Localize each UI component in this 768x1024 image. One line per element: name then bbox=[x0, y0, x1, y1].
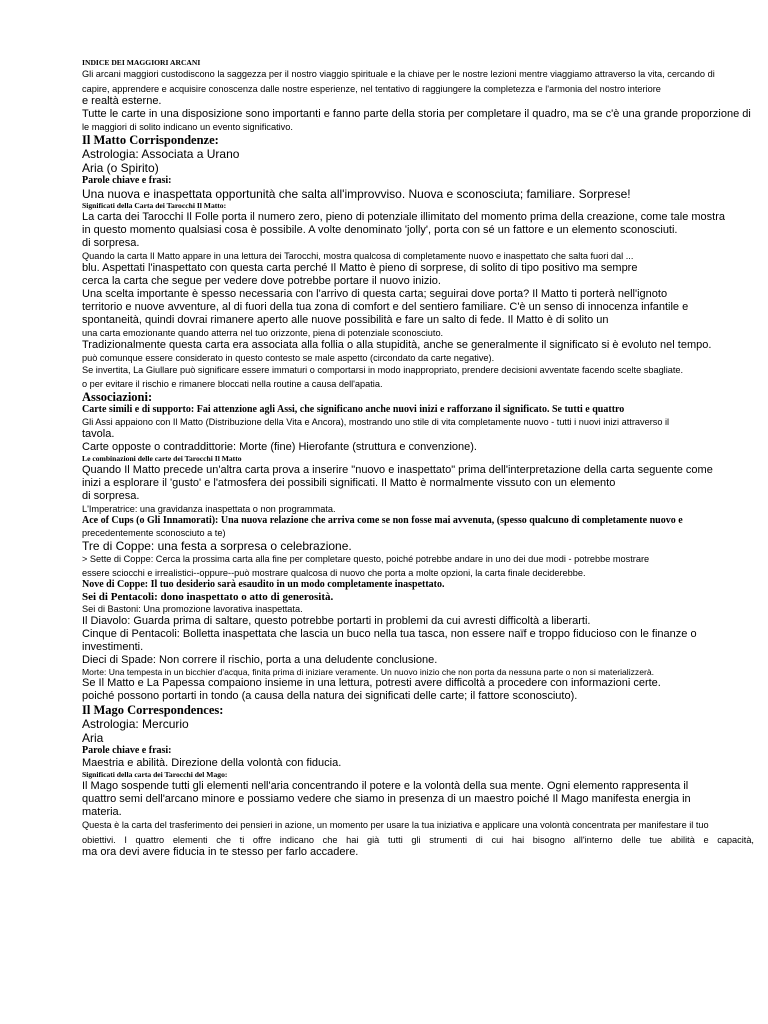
combo-five-pentacles-1: Cinque di Pentacoli: Bolletta inaspettata che lascia un buco nella tua tasca, non essere naïf e troppo fiducioso con le finanze o bbox=[82, 628, 697, 640]
magician-meaning-2: quattro semi dell'arcano minore e possiamo vedere che siamo in presenza di un maestro poiché Il Mago manifesta energia in bbox=[82, 793, 691, 805]
combo-ace-cups: Ace of Cups (o Gli Innamorati): Una nuova relazione che arriva come se non fosse mai avvenuta, (spesso qualcuno di completamente nuovo e bbox=[82, 515, 683, 526]
magician-heading: Il Mago Correspondences: bbox=[82, 703, 224, 717]
magician-meaning-heading: Significati della carta dei Tarocchi del Mago: bbox=[82, 770, 228, 779]
combo-line-3: di sorpresa. bbox=[82, 490, 140, 502]
fool-choice-2: territorio e nuove avventure, al di fuori della tua zona di comfort e del sentiero familiare. C'è un senso di innocenza infantile e bbox=[82, 301, 689, 313]
combo-heading: Le combinazioni delle carte dei Tarocchi Il Matto bbox=[82, 454, 242, 463]
fool-choice-3: spontaneità, quindi dovrai rimanere aperto alle nuove possibilità e fare un salto di fede. Il Matto è di solito un bbox=[82, 314, 609, 326]
fool-reading-1: blu. Aspettati l'inaspettato con questa carta perché Il Matto è pieno di sorprese, di solito di tipo positivo ma sempre bbox=[82, 262, 638, 274]
document-page bbox=[82, 58, 754, 859]
combo-ten-swords: Dieci di Spade: Non correre il rischio, porta a una deludente conclusione. bbox=[82, 654, 438, 666]
combo-six-pentacles: Sei di Pentacoli: dono inaspettato o atto di generosità. bbox=[82, 591, 334, 603]
fool-reading-small: Quando la carta Il Matto appare in una lettura dei Tarocchi, mostra qualcosa di completamente nuovo e inaspettato che salta fuori dal ... bbox=[82, 251, 634, 261]
associations-heading: Associazioni: bbox=[82, 390, 153, 404]
magician-keywords-heading: Parole chiave e frasi: bbox=[82, 745, 172, 756]
fool-reading-2: cerca la carta che segue per vedere dove potrebbe portare il nuovo inizio. bbox=[82, 275, 441, 287]
associations-opposite: Carte opposte o contraddittorie: Morte (fine) Hierofante (struttura e convenzione). bbox=[82, 441, 477, 453]
combo-devil: Il Diavolo: Guarda prima di saltare, questo potrebbe portarti in problemi da cui avresti difficoltà a liberarti. bbox=[82, 615, 591, 627]
combo-ace-cups-cont: precedentemente sconosciuto a te) bbox=[82, 528, 226, 538]
combo-three-cups: Tre di Coppe: una festa a sorpresa o celebrazione. bbox=[82, 539, 352, 553]
magician-element: Aria bbox=[82, 731, 104, 745]
associations-aces: Gli Assi appaiono con Il Matto (Distribuzione della Vita e Ancora), mostrando uno stile di vita completamente nuovo - tutti i nuovi inizi attraverso il bbox=[82, 417, 670, 427]
magician-astro: Astrologia: Mercurio bbox=[82, 717, 189, 731]
fool-heading: Il Matto Corrispondenze: bbox=[82, 133, 219, 147]
intro-line-4: Tutte le carte in una disposizione sono importanti e fanno parte della storia per completare il quadro, ma se c'è una grande proporzione di bbox=[82, 108, 751, 120]
associations-similar: Carte simili e di supporto: Fai attenzione agli Assi, che significano anche nuovi inizi e rafforzano il significato. Se tutti e quattro bbox=[82, 404, 625, 415]
magician-keywords: Maestria e abilità. Direzione della volontà con fiducia. bbox=[82, 757, 342, 769]
associations-table: tavola. bbox=[82, 428, 115, 440]
fool-reversed-1: Se invertita, La Giullare può significare essere immaturi o comportarsi in modo inappropriato, prendere decisioni avventate facendo scelte sbagliate. bbox=[82, 365, 684, 375]
intro-line-1: Gli arcani maggiori custodiscono la saggezza per il nostro viaggio spirituale e la chiave per le nostre lezioni mentre viaggiamo attraverso la vita, cercando di bbox=[82, 69, 715, 79]
combo-nine-cups: Nove di Coppe: Il tuo desiderio sarà esaudito in un modo completamente inaspettato. bbox=[82, 579, 445, 590]
combo-five-pentacles-2: investimenti. bbox=[82, 641, 144, 653]
combo-line-2: inizi a esplorare il 'gusto' e l'atmosfera dei possibili significati. Il Matto è normalmente vissuto con un elemento bbox=[82, 477, 616, 489]
fool-meaning-1: La carta dei Tarocchi Il Folle porta il numero zero, pieno di potenziale illimitato del momento prima della creazione, come tale mostra bbox=[82, 211, 726, 223]
intro-line-2: capire, apprendere e acquisire conoscenza dalle nostre esperienze, nel tentativo di raggiungere la completezza e l'armonia del nostro interiore bbox=[82, 84, 661, 94]
fool-meaning-2: in questo momento qualsiasi cosa è possibile. A volte denominato 'jolly', porta con sé un fattore e un elemento sconosciuti. bbox=[82, 224, 678, 236]
fool-astro: Astrologia: Associata a Urano bbox=[82, 147, 240, 161]
fool-tradition: Tradizionalmente questa carta era associata alla follia o alla stupidità, anche se generalmente il significato si è evoluto nel tempo. bbox=[82, 339, 712, 351]
fool-keywords: Una nuova e inaspettata opportunità che salta all'improvviso. Nuova e sconosciuta; familiare. Sorprese! bbox=[82, 187, 631, 201]
intro-line-5: le maggiori di solito indicano un evento significativo. bbox=[82, 122, 293, 132]
fool-keywords-heading: Parole chiave e frasi: bbox=[82, 175, 172, 186]
magician-meaning-1: Il Mago sospende tutti gli elementi nell'aria concentrando il potere e la volontà della sua mente. Ogni elemento rappresenta il bbox=[82, 780, 689, 792]
index-title: INDICE DEI MAGGIORI ARCANI bbox=[82, 58, 201, 67]
fool-element: Aria (o Spirito) bbox=[82, 161, 159, 175]
combo-seven-cups-1: > Sette di Coppe: Cerca la prossima carta alla fine per completare questo, poiché potrebbe andare in uno dei due modi - potrebbe mostrare bbox=[82, 554, 650, 564]
combo-line-1: Quando Il Matto precede un'altra carta prova a inserire "nuovo e inaspettato" prima dell'interpretazione della carta seguente come bbox=[82, 464, 713, 476]
combo-six-wands: Sei di Bastoni: Una promozione lavorativa inaspettata. bbox=[82, 604, 303, 614]
fool-choice-small: una carta emozionante quando atterra nel tuo orizzonte, piena di potenziale sconosciuto. bbox=[82, 328, 444, 338]
fool-choice-1: Una scelta importante è spesso necessaria con l'arrivo di questa carta; seguirai dove porta? Il Matto ti porterà nell'ignoto bbox=[82, 288, 668, 300]
fool-reversed-2: o per evitare il rischio e rimanere bloccati nella routine a causa dell'apatia. bbox=[82, 379, 383, 389]
magician-meaning-3: materia. bbox=[82, 806, 122, 818]
magician-transfer-2: obiettivi. I quattro elementi che ti offre indicano che hai già tutti gli strumenti di cui hai bisogno all'interno delle tue abilità e capacità, bbox=[82, 835, 754, 845]
combo-fool-priestess-1: Se Il Matto e La Papessa compaiono insieme in una lettura, potresti avere difficoltà a procedere con informazioni certe. bbox=[82, 677, 661, 689]
magician-transfer-1: Questa è la carta del trasferimento dei pensieri in azione, un momento per usare la tua iniziativa e applicare una volontà concentrata per manifestare il tuo bbox=[82, 820, 709, 830]
combo-fool-priestess-2: poiché possono portarti in tondo (a causa della natura dei significati delle carte; il fattore sconosciuto). bbox=[82, 690, 578, 702]
fool-tradition-small: può comunque essere considerato in questo contesto se male aspetto (circondato da carte negative). bbox=[82, 353, 495, 363]
fool-meaning-3: di sorpresa. bbox=[82, 237, 140, 249]
combo-death: Morte: Una tempesta in un bicchier d'acqua, finita prima di iniziare veramente. Un nuovo inizio che non porta da nessuna parte o non si materializzerà. bbox=[82, 667, 655, 677]
intro-line-3: e realtà esterne. bbox=[82, 95, 162, 107]
combo-empress: L'Imperatrice: una gravidanza inaspettata o non programmata. bbox=[82, 504, 336, 514]
magician-trust: ma ora devi avere fiducia in te stesso per farlo accadere. bbox=[82, 846, 359, 858]
combo-seven-cups-2: essere sciocchi e irrealistici--oppure--può mostrare qualcosa di nuovo che porta a molte opzioni, la carta finale deciderebbe. bbox=[82, 568, 586, 578]
fool-meaning-heading: Significati della Carta dei Tarocchi Il Matto: bbox=[82, 201, 227, 210]
